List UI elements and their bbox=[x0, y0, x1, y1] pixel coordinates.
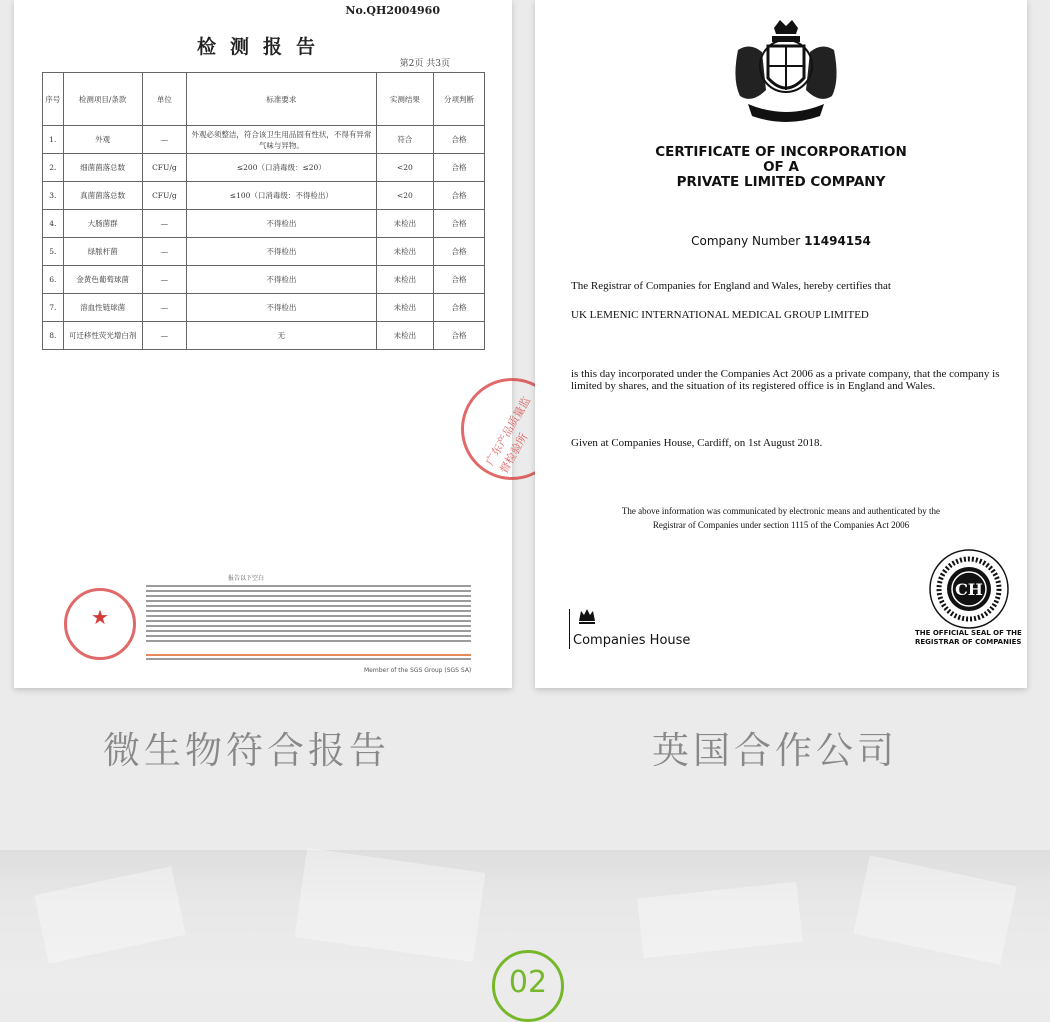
lab-seal bbox=[64, 588, 136, 660]
table-cell-result: <20 bbox=[376, 154, 433, 182]
table-cell-verdict: 合格 bbox=[434, 154, 485, 182]
report-title: 检测报告 bbox=[196, 36, 329, 58]
table-cell-no: 7. bbox=[43, 294, 64, 322]
table-cell-verdict: 合格 bbox=[434, 266, 485, 294]
table-row bbox=[43, 154, 485, 182]
table-cell-unit: — bbox=[142, 210, 186, 238]
table-cell-item: 溶血性链球菌 bbox=[63, 294, 142, 322]
table-cell-no: 3. bbox=[43, 182, 64, 210]
report-results-table bbox=[42, 72, 485, 350]
table-cell-verdict: 合格 bbox=[434, 294, 485, 322]
table-cell-verdict: 合格 bbox=[434, 182, 485, 210]
test-report-document bbox=[14, 0, 534, 688]
table-cell-item: 细菌菌落总数 bbox=[63, 154, 142, 182]
companies-house-name: Companies House bbox=[573, 633, 691, 648]
table-cell-requirement: ≤100（口消毒级：不得检出） bbox=[187, 182, 377, 210]
table-cell-item: 绿脓杆菌 bbox=[63, 238, 142, 266]
stamp-text: 广东产品质量监督检验所 bbox=[483, 394, 534, 476]
table-cell-verdict: 合格 bbox=[434, 210, 485, 238]
footer-address-line bbox=[146, 658, 471, 660]
table-cell-unit: CFU/g bbox=[142, 182, 186, 210]
table-cell-unit: CFU/g bbox=[142, 154, 186, 182]
caption-uk-partner: 英国合作公司 bbox=[652, 729, 898, 772]
column-header: 序号 bbox=[43, 73, 64, 126]
table-cell-no: 5. bbox=[43, 238, 64, 266]
registrar-seal-icon bbox=[928, 548, 1010, 630]
crest-icon bbox=[577, 605, 597, 625]
table-cell-result: 未检出 bbox=[376, 210, 433, 238]
table-cell-result: <20 bbox=[376, 182, 433, 210]
royal-coat-of-arms-icon bbox=[728, 20, 844, 128]
table-cell-unit: — bbox=[142, 322, 186, 350]
table-row bbox=[43, 294, 485, 322]
table-cell-requirement: 不得检出 bbox=[187, 210, 377, 238]
table-cell-verdict: 合格 bbox=[434, 322, 485, 350]
terms-fineprint bbox=[146, 585, 471, 648]
table-cell-verdict: 合格 bbox=[434, 126, 485, 154]
table-cell-unit: — bbox=[142, 266, 186, 294]
table-cell-no: 6. bbox=[43, 266, 64, 294]
table-cell-result: 未检出 bbox=[376, 294, 433, 322]
sgs-member-note: Member of the SGS Group (SGS SA) bbox=[364, 667, 472, 674]
table-cell-verdict: 合格 bbox=[434, 238, 485, 266]
footer-divider bbox=[146, 654, 471, 656]
column-header: 实测结果 bbox=[376, 73, 433, 126]
company-number-value: 11494154 bbox=[804, 234, 871, 248]
table-cell-requirement: 无 bbox=[187, 322, 377, 350]
table-header-row bbox=[43, 73, 485, 126]
column-header: 检测项目/条款 bbox=[63, 73, 142, 126]
table-row bbox=[43, 126, 485, 154]
table-cell-requirement: 不得检出 bbox=[187, 238, 377, 266]
seal-caption: THE OFFICIAL SEAL OF THE REGISTRAR OF COMPANIES bbox=[915, 629, 1022, 646]
column-header: 标准要求 bbox=[187, 73, 377, 126]
table-cell-no: 4. bbox=[43, 210, 64, 238]
issue-date-statement: Given at Companies House, Cardiff, on 1st August 2018. bbox=[571, 437, 823, 449]
company-name: UK LEMENIC INTERNATIONAL MEDICAL GROUP LIMITED bbox=[571, 309, 869, 321]
incorporation-statement: is this day incorporated under the Companies Act 2006 as a private company, that the company is limited by shares, and the situation of its registered office is in England and Wales. bbox=[571, 368, 1000, 392]
table-cell-item: 外观 bbox=[63, 126, 142, 154]
table-cell-result: 未检出 bbox=[376, 266, 433, 294]
table-cell-requirement: 不得检出 bbox=[187, 266, 377, 294]
table-cell-requirement: ≤200（口消毒级：≤20） bbox=[187, 154, 377, 182]
report-blank-note: 报告以下空白 bbox=[228, 575, 265, 582]
section-number-badge bbox=[492, 950, 564, 1022]
column-header: 分项判断 bbox=[434, 73, 485, 126]
table-row bbox=[43, 238, 485, 266]
table-row bbox=[43, 182, 485, 210]
electronic-note-line-1: The above information was communicated by electronic means and authenticated by the bbox=[621, 506, 941, 516]
table-cell-requirement: 外观必须整洁，符合该卫生用品固有性状，不得有异常气味与异物。 bbox=[187, 126, 377, 154]
electronic-note-line-2: Registrar of Companies under section 1115 of the Companies Act 2006 bbox=[652, 520, 910, 530]
report-number: No.QH2004960 bbox=[345, 4, 440, 17]
table-cell-no: 8. bbox=[43, 322, 64, 350]
table-cell-item: 可迁移性荧光增白剂 bbox=[63, 322, 142, 350]
table-cell-result: 未检出 bbox=[376, 238, 433, 266]
table-cell-result: 符合 bbox=[376, 126, 433, 154]
column-header: 单位 bbox=[142, 73, 186, 126]
star-icon: ★ bbox=[91, 605, 109, 629]
registrar-statement: The Registrar of Companies for England and Wales, hereby certifies that bbox=[571, 280, 891, 292]
table-row bbox=[43, 322, 485, 350]
table-cell-item: 金黄色葡萄球菌 bbox=[63, 266, 142, 294]
caption-microbial-report: 微生物符合报告 bbox=[103, 729, 390, 772]
table-cell-no: 1. bbox=[43, 126, 64, 154]
table-cell-result: 未检出 bbox=[376, 322, 433, 350]
table-cell-item: 大肠菌群 bbox=[63, 210, 142, 238]
certificate-heading-line-2: OF A bbox=[763, 159, 799, 175]
table-row bbox=[43, 210, 485, 238]
table-cell-unit: — bbox=[142, 238, 186, 266]
table-cell-unit: — bbox=[142, 294, 186, 322]
section-number: 02 bbox=[508, 965, 548, 1000]
company-number-label: Company Number bbox=[691, 234, 801, 248]
table-cell-requirement: 不得检出 bbox=[187, 294, 377, 322]
svg-text:CH: CH bbox=[955, 580, 983, 599]
certificate-heading-line-3: PRIVATE LIMITED COMPANY bbox=[676, 174, 886, 190]
company-number bbox=[535, 234, 1027, 248]
certificate-heading-line-1: CERTIFICATE OF INCORPORATION bbox=[655, 144, 907, 160]
table-cell-unit: — bbox=[142, 126, 186, 154]
incorporation-certificate bbox=[535, 0, 1027, 688]
table-cell-item: 真菌菌落总数 bbox=[63, 182, 142, 210]
table-cell-no: 2. bbox=[43, 154, 64, 182]
report-page-info: 第2页 共3页 bbox=[399, 59, 450, 69]
table-row bbox=[43, 266, 485, 294]
